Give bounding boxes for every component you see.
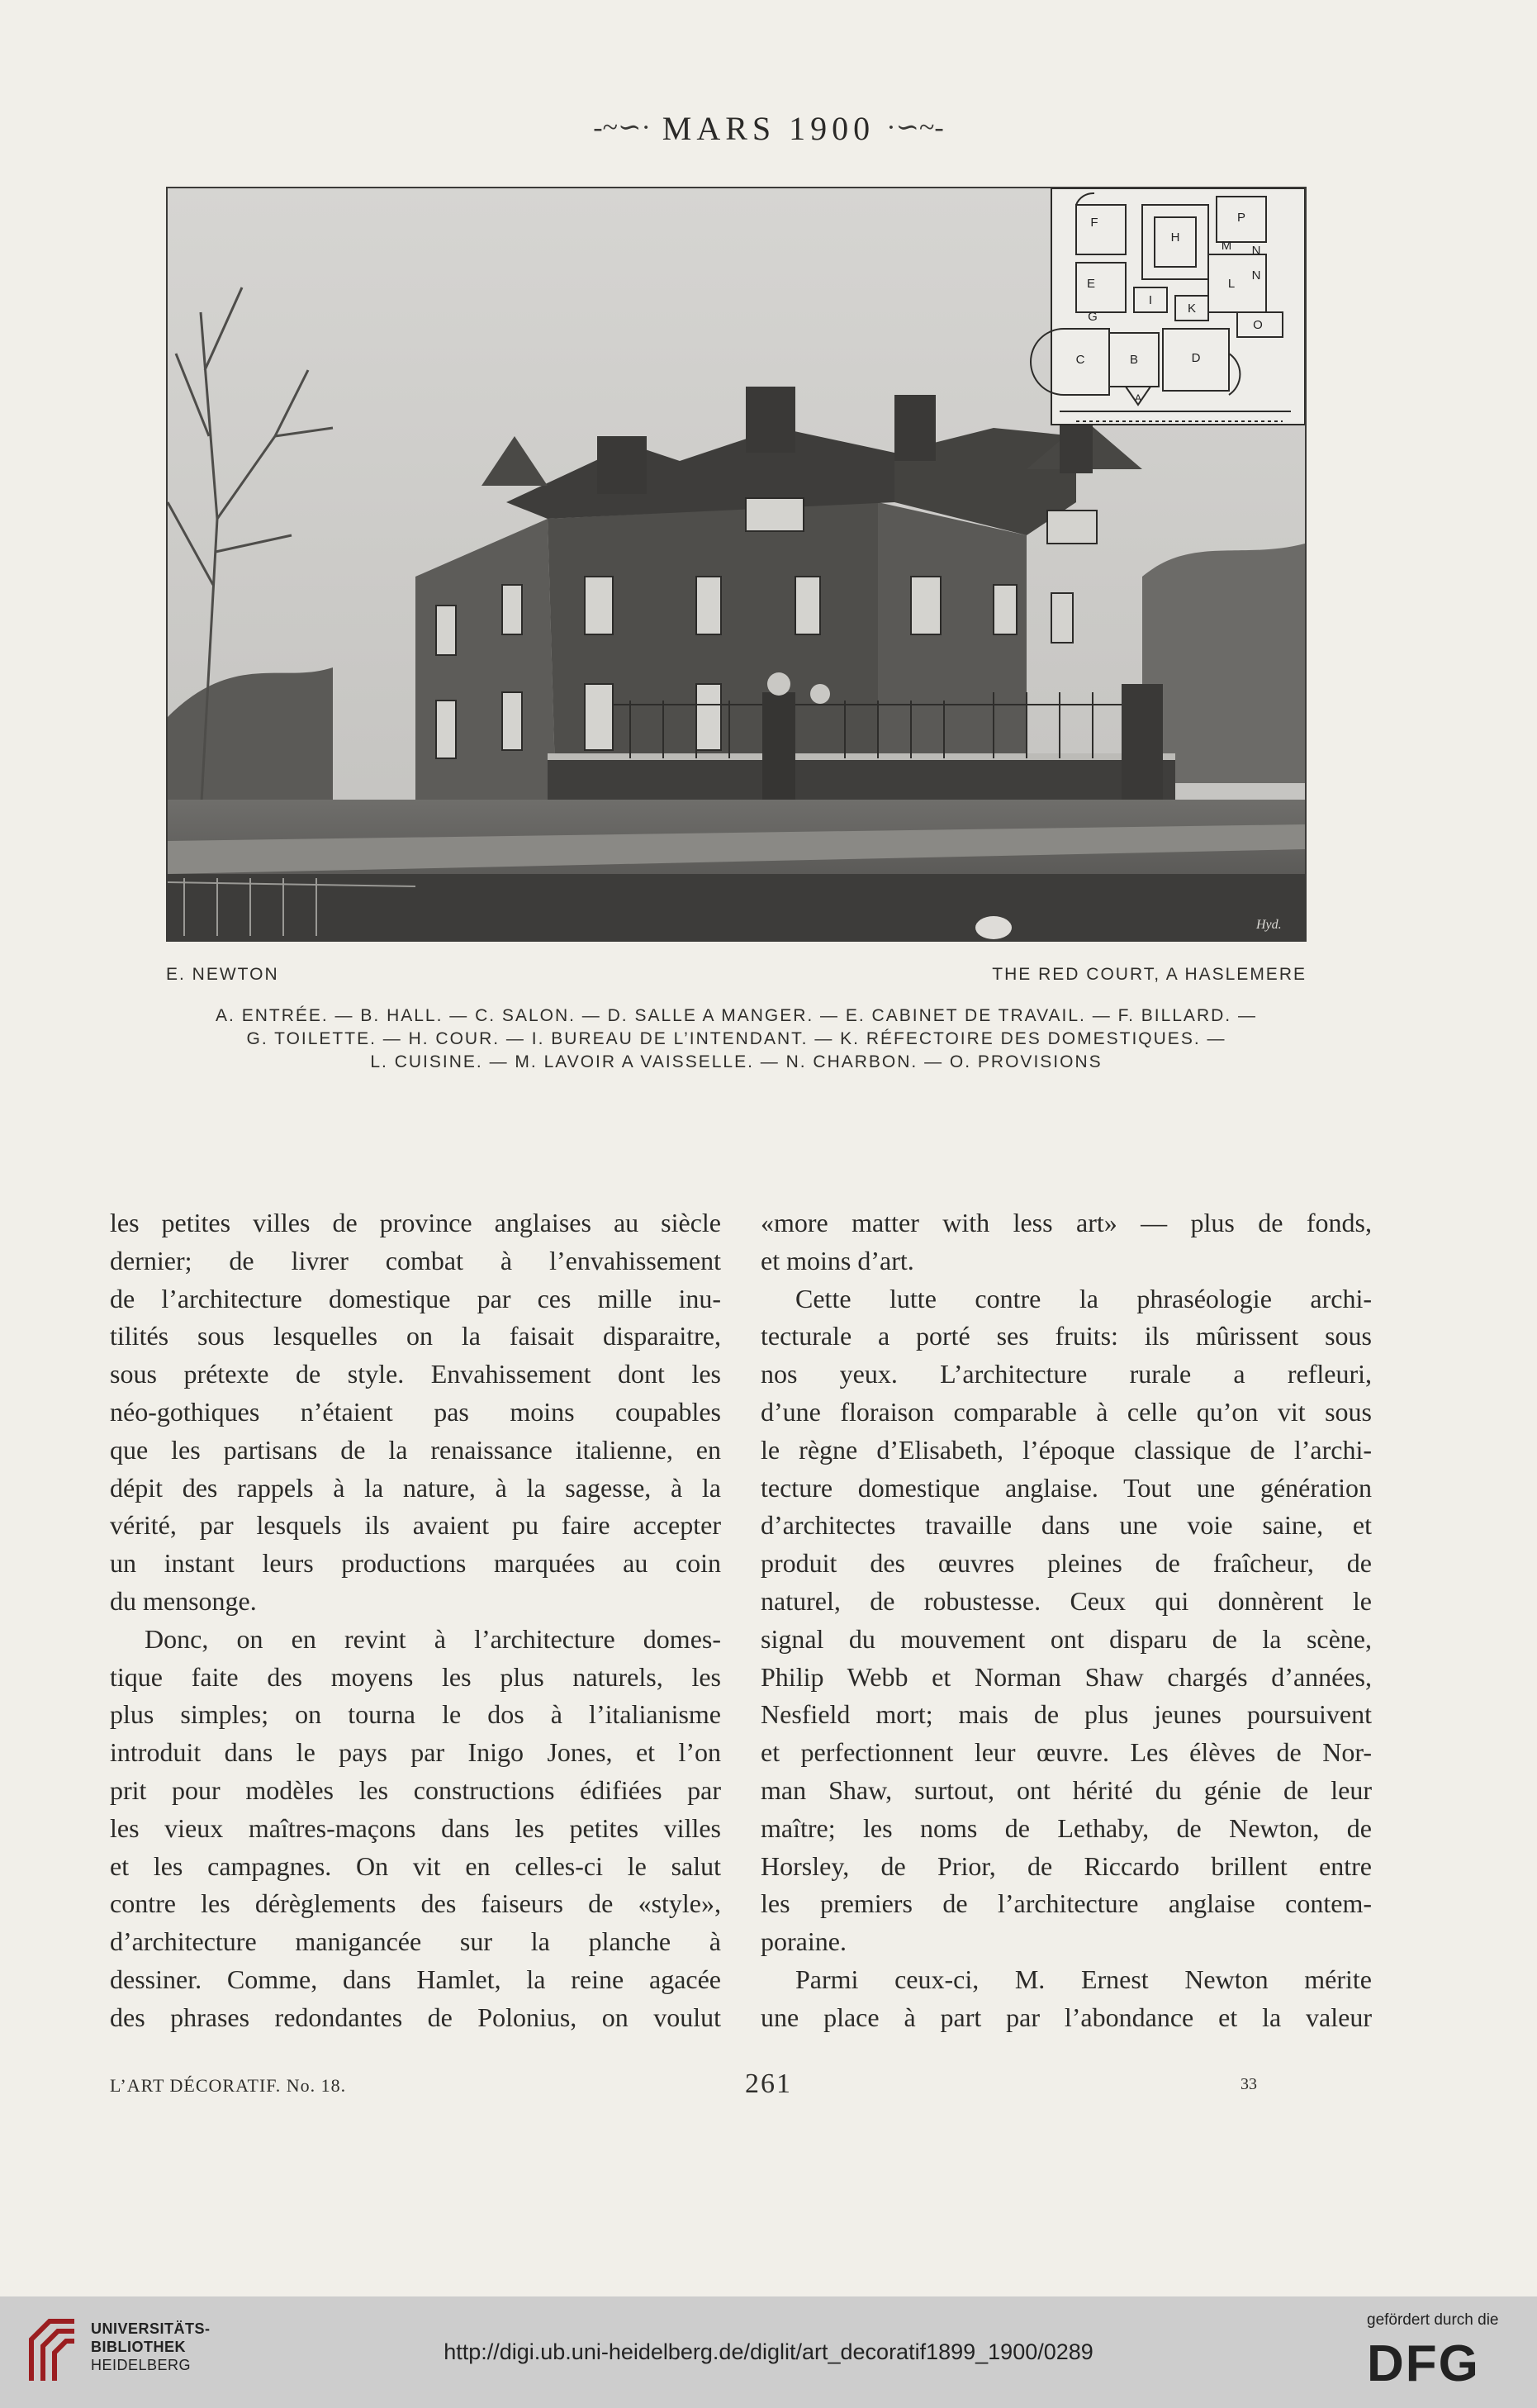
text-line: dépit des rappels à la nature, à la sagesse, à la [110,1472,721,1503]
plan-letter-b: B [1129,353,1139,367]
text-line: signal du mouvement ont disparu de la scène, [761,1623,1372,1654]
text-line: tique faite des moyens les plus naturels, les [110,1661,721,1692]
text-line: Horsley, de Prior, de Riccardo brillent entre [761,1850,1372,1881]
legend-line: A. ENTRÉE. — B. HALL. — C. SALON. — D. SALLE A MANGER. — E. CABINET DE TRAVAIL. — F. BILLARD. — [216,1006,1257,1025]
text-line: contre les dérèglements des faiseurs de «style», [110,1888,721,1919]
text-line: et perfectionnent leur œuvre. Les élèves de Nor- [761,1737,1372,1768]
building-name: THE RED COURT, A HASLEMERE [992,965,1307,984]
photo-signature: Hyd. [1256,918,1282,932]
text-line: vérité, par lesquels ils avaient pu faire accepter [110,1510,721,1541]
text-line: man Shaw, surtout, ont hérité du génie de leur [761,1774,1372,1805]
house-photograph [168,188,1305,940]
plan-letter-c: C [1075,353,1085,367]
text-line: Nesfield mort; mais de plus jeunes poursuivent [761,1699,1372,1730]
plan-letter-n1: N [1251,244,1261,258]
running-head [0,109,1537,148]
text-line: un instant leurs productions marquées au coin [110,1548,721,1579]
text-line: les vieux maîtres-maçons dans les petites villes [110,1812,721,1843]
text-line: d’une floraison comparable à celle qu’on vit sous [761,1396,1372,1427]
legend-line: G. TOILETTE. — H. COUR. — I. BUREAU DE L’INTENDANT. — K. RÉFECTOIRE DES DOMESTIQUES. — [246,1029,1226,1048]
legend-line: L. CUISINE. — M. LAVOIR A VAISSELLE. — N. CHARBON. — O. PROVISIONS [370,1052,1103,1071]
page-footer [0,2068,1537,2108]
text-line: sous prétexte de style. Envahissement dont les [110,1359,721,1389]
plan-letter-o: O [1253,318,1263,332]
text-line: tecture domestique anglaise. Tout une génération [761,1472,1372,1503]
text-line: du mensonge. [110,1585,257,1616]
plan-letter-g: G [1088,310,1098,324]
plan-letter-e: E [1086,277,1096,291]
text-line: plus simples; on tourna le dos à l’italianisme [110,1699,721,1730]
text-line: de l’architecture domestique par ces mille inu- [110,1283,721,1313]
text-line: Cette lutte contre la phraséologie archi- [795,1283,1372,1313]
text-line: que les partisans de la renaissance italienne, en [110,1434,721,1465]
text-line: naturel, de robustesse. Ceux qui donnèrent le [761,1585,1372,1616]
text-line: produit des œuvres pleines de fraîcheur, de [761,1548,1372,1579]
text-line: d’architecture manigancée sur la planche à [110,1926,721,1957]
permalink[interactable]: http://digi.ub.uni-heidelberg.de/diglit/art_decoratif1899_1900/0289 [444,2339,1093,2364]
text-line: et moins d’art. [761,1245,914,1275]
library-name-line: HEIDELBERG [91,2357,192,2373]
floor-plan-inset [1031,188,1305,425]
architect-name: E. NEWTON [166,965,279,984]
text-line: nos yeux. L’architecture rurale a refleuri, [761,1359,1372,1389]
text-line: des phrases redondantes de Polonius, on voulut [110,2002,721,2032]
page-number: 261 [745,2068,792,2099]
text-line: «more matter with less art» — plus de fonds, [761,1208,1372,1237]
signature-mark: 33 [1241,2075,1257,2093]
right-ornament: ·∽~- [886,112,944,143]
text-column-left [110,1204,721,2037]
text-line: tecturale a porté ses fruits: ils mûrissent sous [761,1321,1372,1351]
plan-letter-h: H [1170,230,1180,245]
text-line: d’architectes travaille dans une voie saine, et [761,1510,1372,1541]
plan-letter-f: F [1090,216,1098,230]
plan-letter-l: L [1227,277,1236,291]
funding-label: gefördert durch die [1367,2311,1499,2329]
text-line: une place à part par l’abondance et la valeur [761,2002,1372,2032]
text-line: le règne d’Elisabeth, l’époque classique de l’archi- [761,1434,1372,1465]
text-line: les petites villes de province anglaises au siècle [110,1208,721,1237]
plan-letter-p: P [1236,211,1246,225]
text-line: dernier; de livrer combat à l’envahissement [110,1245,721,1275]
left-ornament: -~∽· [593,112,651,143]
plan-legend [166,1005,1307,1074]
journal-title: L’ART DÉCORATIF. No. 18. [110,2075,347,2096]
text-column-right [761,1204,1372,2037]
plan-letter-k: K [1187,302,1197,316]
plate-caption [166,965,1307,990]
plan-letter-m: M [1221,239,1232,253]
dfg-logo: DFG [1367,2335,1480,2392]
text-line: Donc, on en revint à l’architecture domes- [145,1623,721,1654]
text-line: néo-gothiques n’étaient pas moins coupables [110,1396,721,1427]
text-line: poraine. [761,1926,847,1957]
photo-plate [166,187,1307,942]
text-line: Parmi ceux-ci, M. Ernest Newton mérite [795,1964,1372,1994]
text-line: maître; les noms de Lethaby, de Newton, de [761,1812,1372,1843]
library-name-line: BIBLIOTHEK [91,2339,186,2355]
text-line: et les campagnes. On vit en celles-ci le salut [110,1850,721,1881]
digitization-bar [0,2296,1537,2408]
text-line: Philip Webb et Norman Shaw chargés d’années, [761,1661,1372,1692]
plan-letter-d: D [1191,351,1201,365]
text-line: dessiner. Comme, dans Hamlet, la reine agacée [110,1964,721,1994]
issue-date: MARS 1900 [662,110,875,147]
plan-letter-i: I [1148,293,1153,307]
text-line: les premiers de l’architecture anglaise contem- [761,1888,1372,1919]
text-line: tilités sous lesquelles on la faisait disparaitre, [110,1321,721,1351]
text-line: prit pour modèles les constructions édifiées par [110,1774,721,1805]
plan-letter-a: A [1134,392,1142,404]
library-name-line: UNIVERSITÄTS- [91,2320,211,2337]
text-line: introduit dans le pays par Inigo Jones, et l’on [110,1737,721,1768]
plan-letter-n2: N [1251,268,1261,283]
